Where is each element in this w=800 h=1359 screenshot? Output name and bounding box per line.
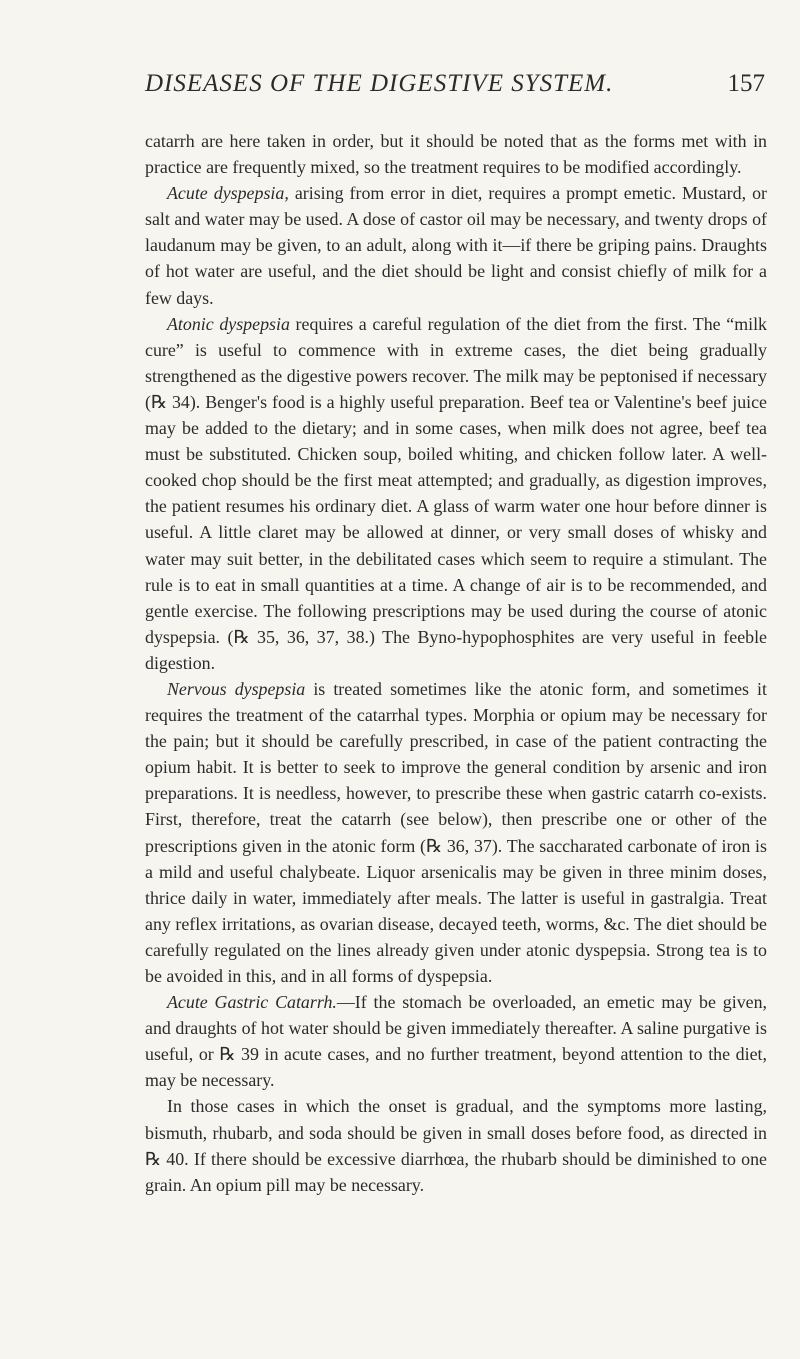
paragraph-acute-dyspepsia <box>145 180 767 310</box>
paragraph-text: —If the stomach be overloaded, an emetic may be given, and draughts of hot water should be given immediately thereafter. A saline purgative is useful, or ℞ 39 in acute cases, and no further treatment, beyond attention to the diet, may be necessary. <box>145 992 767 1091</box>
term-nervous-dyspepsia: Nervous dyspepsia <box>167 678 306 699</box>
paragraph-text: arising from error in diet, requires a prompt emetic. Mustard, or salt and water may be used. A dose of castor oil may be necessary, and twenty drops of laudanum may be given, to an adult, along with it—if there be griping pains. Draughts of hot water are useful, and the diet should be light and consist chiefly of milk for a few days. <box>145 183 767 308</box>
page-header <box>145 70 765 110</box>
paragraph-atonic-dyspepsia <box>145 311 767 676</box>
paragraph-text: In those cases in which the onset is gradual, and the symptoms more lasting, bismuth, rhubarb, and soda should be given in small doses before food, as directed in ℞ 40. If there should be excessive diarrhœa, the rhubarb should be diminished to one grain. An opium pill may be necessary. <box>145 1096 767 1195</box>
page-number: 157 <box>727 70 765 97</box>
term-atonic-dyspepsia: Atonic dyspepsia <box>167 313 290 334</box>
paragraph-text: catarrh are here taken in order, but it should be noted that as the forms met with in practice are frequently mixed, so the treatment requires to be modified accordingly. <box>145 131 767 178</box>
paragraph-acute-gastric-catarrh <box>145 989 767 1093</box>
paragraph-catarrh-intro <box>145 128 767 180</box>
body-text <box>145 128 767 1198</box>
paragraph-text: is treated sometimes like the atonic form, and sometimes it requires the treatment of the catarrhal types. Morphia or opium may be necessary for the pain; but it should be carefully prescribed, in case of the patient contracting the opium habit. It is better to seek to improve the general condition by arsenic and iron preparations. It is needless, however, to prescribe these when gastric catarrh co-exists. First, therefore, treat the catarrh (see below), then prescribe one or other of the prescriptions given in the atonic form (℞ 36, 37). The saccharated carbonate of iron is a mild and useful chalybeate. Liquor arsenicalis may be given in three minim doses, thrice daily in water, immediately after meals. The latter is useful in gastralgia. Treat any reflex irritations, as ovarian disease, decayed teeth, worms, &c. The diet should be carefully regulated on the lines already given under atonic dyspepsia. Strong tea is to be avoided in this, and in all forms of dyspepsia. <box>145 678 767 986</box>
paragraph-gradual-onset <box>145 1093 767 1197</box>
paragraph-text: requires a careful regulation of the diet from the first. The “milk cure” is useful to commence with in extreme cases, the diet being gradually strengthened as the digestive powers recover. The milk may be peptonised if necessary (℞ 34). Benger's food is a highly useful preparation. Beef tea or Valentine's beef juice may be added to the dietary; and in some cases, when milk does not agree, beef tea must be substituted. Chicken soup, boiled whiting, and chicken follow later. A well-cooked chop should be the first meat attempted; and gradually, as digestion improves, the patient resumes his ordinary diet. A glass of warm water one hour before dinner is useful. A little claret may be allowed at dinner, or very small doses of whisky and water may suit better, in the debilitated cases which seem to require a stimulant. The rule is to eat in small quantities at a time. A change of air is to be recommended, and gentle exercise. The following prescriptions may be used during the course of atonic dyspepsia. (℞ 35, 36, 37, 38.) The Byno-hypophosphites are very useful in feeble digestion. <box>145 313 768 673</box>
term-acute-dyspepsia: Acute dyspepsia, <box>167 183 289 204</box>
paragraph-nervous-dyspepsia <box>145 676 767 989</box>
running-title: DISEASES OF THE DIGESTIVE SYSTEM. <box>145 70 614 97</box>
term-acute-gastric-catarrh: Acute Gastric Catarrh. <box>167 992 337 1013</box>
